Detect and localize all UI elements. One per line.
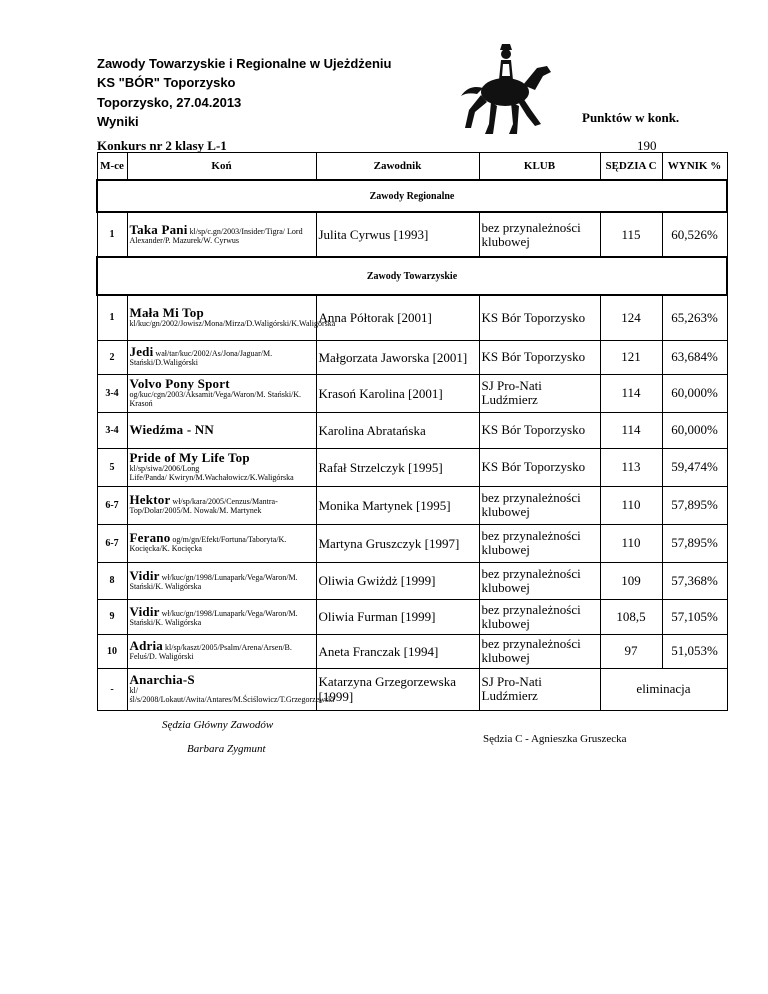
place-cell: 1	[97, 212, 127, 257]
section-row-regional	[97, 180, 727, 212]
place-cell: 5	[97, 448, 127, 486]
rider-cell: Katarzyna Grzegorzewska [1999]	[316, 668, 479, 710]
table-row	[97, 295, 727, 340]
horse-cell	[127, 634, 316, 668]
horse-info: Kocięcka/K. Kocięcka	[129, 544, 202, 553]
horse-info: wł/kuc/gn/1998/Lunapark/Vega/Waron/M.	[161, 608, 298, 618]
table-row	[97, 412, 727, 448]
club-cell: KS Bór Toporzysko	[479, 295, 600, 340]
horse-info: Life/Panda/ Kwiryn/M.Wachałowicz/K.Waligórska	[129, 472, 294, 482]
result-cell: 65,263%	[662, 295, 727, 340]
horse-info: Stański/K. Waligórska	[129, 617, 202, 627]
horse-info: Alexander/P. Mazurek/W. Cyrwus	[129, 235, 239, 245]
score-cell: 110	[600, 524, 662, 562]
place-cell: 10	[97, 634, 127, 668]
table-row	[97, 524, 727, 562]
club-cell: SJ Pro-Nati Ludźmierz	[479, 374, 600, 412]
horse-cell	[127, 295, 336, 340]
result-cell: 57,895%	[662, 524, 727, 562]
horse-cell	[127, 599, 316, 634]
table-row	[97, 599, 727, 634]
horse-info: Top/Dolar/2005/M. Nowak/M. Martynek	[129, 506, 262, 515]
result-cell: 63,684%	[662, 340, 727, 374]
place-cell: 2	[97, 340, 127, 374]
rider-cell: Aneta Franczak [1994]	[316, 634, 479, 668]
result-cell: 60,000%	[662, 412, 727, 448]
horse-cell	[127, 668, 335, 710]
table-row	[97, 212, 727, 257]
judge-c: Sędzia C - Agnieszka Gruszecka	[483, 733, 627, 745]
score-cell: 121	[600, 340, 662, 374]
horse-info: kl/śl/s/2008/Lokaut/Awita/Antares/M.Ściślowicz/T.Grzegorzewski	[129, 685, 335, 704]
score-cell: 97	[600, 634, 662, 668]
score-cell: 114	[600, 412, 662, 448]
result-cell: 59,474%	[662, 448, 727, 486]
score-cell: 115	[600, 212, 662, 257]
points-label: Punktów w konk.	[582, 110, 680, 125]
club-cell: bez przynależności klubowej	[479, 486, 600, 524]
score-cell: 109	[600, 562, 662, 599]
event-title: Zawody Towarzyskie i Regionalne w Ujeżdżeniu	[97, 56, 392, 71]
result-cell: 60,000%	[662, 374, 727, 412]
horse-cell	[127, 374, 316, 412]
section-social: Zawody Towarzyskie	[97, 257, 727, 295]
club-cell: SJ Pro-Nati Ludźmierz	[479, 668, 600, 710]
place-cell: 6-7	[97, 524, 127, 562]
score-cell: 124	[600, 295, 662, 340]
horse-info: og/m/gn/Efekt/Fortuna/Taboryta/K.	[172, 535, 287, 544]
club-cell: bez przynależności klubowej	[479, 599, 600, 634]
rider-cell: Krasoń Karolina [2001]	[316, 374, 479, 412]
horse-name: Volvo Pony Sport	[129, 375, 230, 391]
score-cell: 114	[600, 374, 662, 412]
place-cell: 6-7	[97, 486, 127, 524]
place-cell: -	[97, 668, 127, 710]
horse-cell	[127, 340, 316, 374]
club-name: KS "BÓR" Toporzysko	[97, 75, 236, 90]
section-row-social	[97, 257, 727, 295]
table-row	[97, 374, 727, 412]
rider-cell: Oliwia Furman [1999]	[316, 599, 479, 634]
horse-info: Feluś/D. Waligórski	[129, 652, 194, 661]
horse-info: Stański/D.Waligórski	[129, 358, 198, 367]
club-cell: KS Bór Toporzysko	[479, 340, 600, 374]
horse-cell	[127, 562, 316, 599]
competition-name: Konkurs nr 2 klasy L-1	[97, 138, 227, 153]
col-judge: SĘDZIA C	[600, 153, 662, 181]
horse-info: kl/sp/c.gn/2003/Insider/Tigra/ Lord	[189, 226, 303, 236]
event-date: Toporzysko, 27.04.2013	[97, 95, 242, 110]
club-cell: KS Bór Toporzysko	[479, 412, 600, 448]
table-row	[97, 448, 727, 486]
horse-name: Adria	[129, 638, 163, 653]
horse-info: Stański/K. Waligórska	[129, 581, 202, 591]
score-cell: 110	[600, 486, 662, 524]
club-cell: bez przynależności klubowej	[479, 562, 600, 599]
results-heading: Wyniki	[97, 114, 139, 129]
col-club: KLUB	[479, 153, 600, 181]
horse-name: Hektor	[129, 492, 171, 507]
horse-name: Wiedźma - NN	[129, 421, 214, 437]
results-table	[96, 152, 728, 711]
horse-name: Ferano	[129, 530, 171, 545]
horse-name: Vidir	[129, 603, 160, 619]
col-result: WYNIK %	[662, 153, 727, 181]
max-points: 190	[637, 138, 657, 153]
horse-name: Vidir	[129, 567, 160, 583]
place-cell: 3-4	[97, 412, 127, 448]
horse-name: Taka Pani	[129, 221, 188, 237]
rider-cell: Martyna Gruszczyk [1997]	[316, 524, 479, 562]
head-judge-name: Barbara Zygmunt	[187, 743, 266, 755]
horse-name: Mała Mi Top	[129, 304, 204, 320]
horse-cell	[127, 486, 316, 524]
col-place: M-ce	[97, 153, 127, 181]
horse-name: Pride of My Life Top	[129, 449, 250, 465]
horse-name: Anarchia-S	[129, 671, 195, 687]
rider-cell: Julita Cyrwus [1993]	[316, 212, 479, 257]
club-cell: bez przynależności klubowej	[479, 634, 600, 668]
horse-info: kl/kuc/gn/2002/Jowisz/Mona/Mirza/D.Waligórski/K.Waligórska	[129, 318, 336, 328]
place-cell: 3-4	[97, 374, 127, 412]
horse-info: kl/sp/siwa/2006/Long	[129, 463, 200, 473]
horse-info: wł/kuc/gn/1998/Lunapark/Vega/Waron/M.	[161, 572, 298, 582]
rider-cell: Rafał Strzelczyk [1995]	[316, 448, 479, 486]
table-row	[97, 340, 727, 374]
table-row	[97, 562, 727, 599]
col-rider: Zawodnik	[316, 153, 479, 181]
rider-cell: Małgorzata Jaworska [2001]	[316, 340, 479, 374]
table-row	[97, 668, 727, 710]
club-cell: bez przynależności klubowej	[479, 212, 600, 257]
place-cell: 9	[97, 599, 127, 634]
table-row	[97, 486, 727, 524]
horse-cell	[127, 412, 316, 448]
horse-name: Jedi	[129, 344, 154, 359]
horse-info: og/kuc/cgn/2003/Aksamit/Vega/Waron/M. Stański/K. Krasoń	[129, 389, 302, 408]
result-cell: 51,053%	[662, 634, 727, 668]
horse-info: wł/sp/kara/2005/Cenzus/Mantra-	[172, 497, 278, 506]
result-cell: 57,105%	[662, 599, 727, 634]
horse-cell	[127, 212, 316, 257]
table-header-row	[97, 153, 727, 181]
club-cell: bez przynależności klubowej	[479, 524, 600, 562]
club-cell: KS Bór Toporzysko	[479, 448, 600, 486]
place-cell: 1	[97, 295, 127, 340]
rider-cell: Anna Półtorak [2001]	[316, 295, 479, 340]
place-cell: 8	[97, 562, 127, 599]
result-cell: 57,895%	[662, 486, 727, 524]
result-cell: 57,368%	[662, 562, 727, 599]
score-cell: 108,5	[600, 599, 662, 634]
dressage-horse-logo	[455, 40, 560, 138]
elimination-cell: eliminacja	[600, 668, 727, 710]
head-judge-label: Sędzia Główny Zawodów	[162, 719, 274, 731]
horse-info: wał/tar/kuc/2002/As/Jona/Jaguar/M.	[155, 349, 273, 358]
rider-cell: Oliwia Gwiżdż [1999]	[316, 562, 479, 599]
result-cell: 60,526%	[662, 212, 727, 257]
col-horse: Koń	[127, 153, 316, 181]
rider-cell: Karolina Abratańska	[316, 412, 479, 448]
horse-cell	[127, 448, 316, 486]
horse-cell	[127, 524, 316, 562]
horse-info: kl/sp/kaszt/2005/Psalm/Arena/Arsen/B.	[165, 643, 292, 652]
table-row	[97, 634, 727, 668]
rider-cell: Monika Martynek [1995]	[316, 486, 479, 524]
score-cell: 113	[600, 448, 662, 486]
section-regional: Zawody Regionalne	[97, 180, 727, 212]
